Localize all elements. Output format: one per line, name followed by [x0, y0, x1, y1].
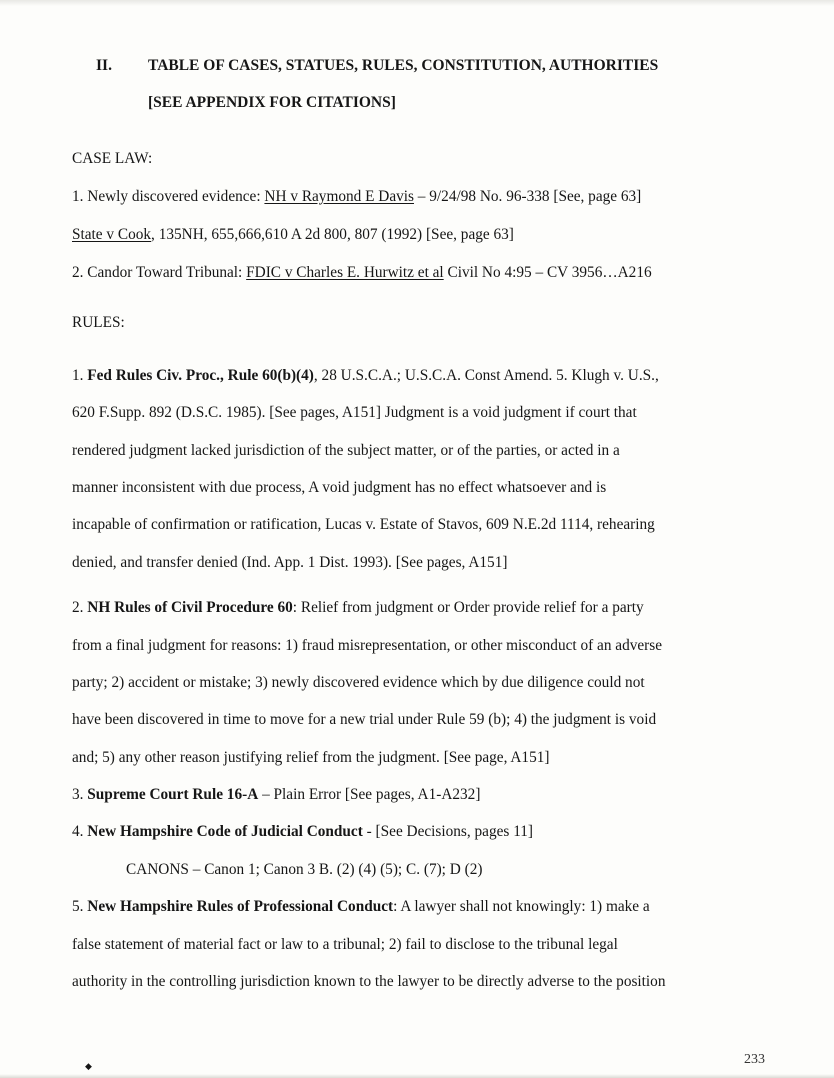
case-citation: , 135NH, 655,666,610 A 2d 800, 807 (1992) [See, page 63] [151, 226, 514, 243]
rule-3 [72, 785, 814, 805]
case-law-label: CASE LAW: [72, 150, 153, 167]
rule-2-line-2: from a final judgment for reasons: 1) fraud misrepresentation, or other misconduct of an adverse [72, 637, 663, 654]
case-item-prefix: 1. Newly discovered evidence: [72, 188, 265, 205]
section-number: II. [96, 57, 112, 74]
case-citation: – 9/24/98 No. 96-338 [See, page 63] [413, 188, 642, 205]
rule-5-line-1 [72, 897, 814, 917]
section-title: TABLE OF CASES, STATUES, RULES, CONSTITUTION, AUTHORITIES [148, 57, 659, 74]
rule-4-canons: CANONS – Canon 1; Canon 3 B. (2) (4) (5); C. (7); D (2) [126, 861, 483, 878]
rule-1-line-5: incapable of confirmation or ratification, Lucas v. Estate of Stavos, 609 N.E.2d 1114, rehearing [72, 516, 655, 533]
rule-text: : Relief from judgment or Order provide relief for a party [292, 599, 644, 616]
case-law-item-1b [72, 225, 814, 245]
rule-number: 4. [72, 823, 88, 840]
page-number: 233 [744, 1052, 765, 1067]
section-subtitle: [SEE APPENDIX FOR CITATIONS] [148, 94, 396, 111]
case-item-prefix: 2. Candor Toward Tribunal: [72, 264, 247, 281]
rule-1-line-4: manner inconsistent with due process, A void judgment has no effect whatsoever and is [72, 479, 607, 496]
scan-top-edge [0, 0, 834, 6]
rule-number: 5. [72, 898, 88, 915]
rule-text: : A lawyer shall not knowingly: 1) make a [393, 898, 650, 915]
rule-title: Fed Rules Civ. Proc., Rule 60(b)(4) [87, 367, 314, 384]
rule-1-line-1 [72, 366, 814, 386]
rule-number: 3. [72, 786, 88, 803]
rule-number: 2. [72, 599, 88, 616]
rule-number: 1. [72, 367, 88, 384]
rule-4 [72, 822, 814, 842]
rule-title: New Hampshire Code of Judicial Conduct [87, 823, 363, 840]
case-name: State v Cook [72, 226, 152, 243]
rule-title: New Hampshire Rules of Professional Conduct [87, 898, 394, 915]
case-name: FDIC v Charles E. Hurwitz et al [246, 264, 444, 281]
case-law-item-2 [72, 263, 814, 283]
rule-5-line-2: false statement of material fact or law to a tribunal; 2) fail to disclose to the tribunal legal [72, 936, 618, 953]
case-law-item-1 [72, 187, 814, 207]
rule-1-line-6: denied, and transfer denied (Ind. App. 1 Dist. 1993). [See pages, A151] [72, 554, 508, 571]
rule-title: NH Rules of Civil Procedure 60 [87, 599, 293, 616]
scan-bottom-edge [0, 1074, 834, 1078]
rule-text: – Plain Error [See pages, A1-A232] [258, 786, 481, 803]
rule-2-line-3: party; 2) accident or mistake; 3) newly discovered evidence which by due diligence could not [72, 674, 645, 691]
rule-2-line-1 [72, 598, 814, 618]
rule-1-line-3: rendered judgment lacked jurisdiction of the subject matter, or of the parties, or acted in a [72, 442, 620, 459]
footer-mark: ◆ [85, 1061, 92, 1071]
rule-5-line-3: authority in the controlling jurisdiction known to the lawyer to be directly adverse to the position [72, 973, 666, 990]
rule-2-line-4: have been discovered in time to move for a new trial under Rule 59 (b); 4) the judgment is void [72, 711, 657, 728]
rule-text: , 28 U.S.C.A.; U.S.C.A. Const Amend. 5. Klugh v. U.S., [313, 367, 659, 384]
rule-2-line-5: and; 5) any other reason justifying relief from the judgment. [See page, A151] [72, 749, 550, 766]
rules-label: RULES: [72, 314, 125, 331]
rule-1-line-2: 620 F.Supp. 892 (D.S.C. 1985). [See pages, A151] Judgment is a void judgment if court that [72, 404, 637, 421]
rule-text: - [See Decisions, pages 11] [362, 823, 534, 840]
rule-title: Supreme Court Rule 16-A [87, 786, 259, 803]
case-citation: Civil No 4:95 – CV 3956…A216 [443, 264, 652, 281]
case-name: NH v Raymond E Davis [264, 188, 414, 205]
